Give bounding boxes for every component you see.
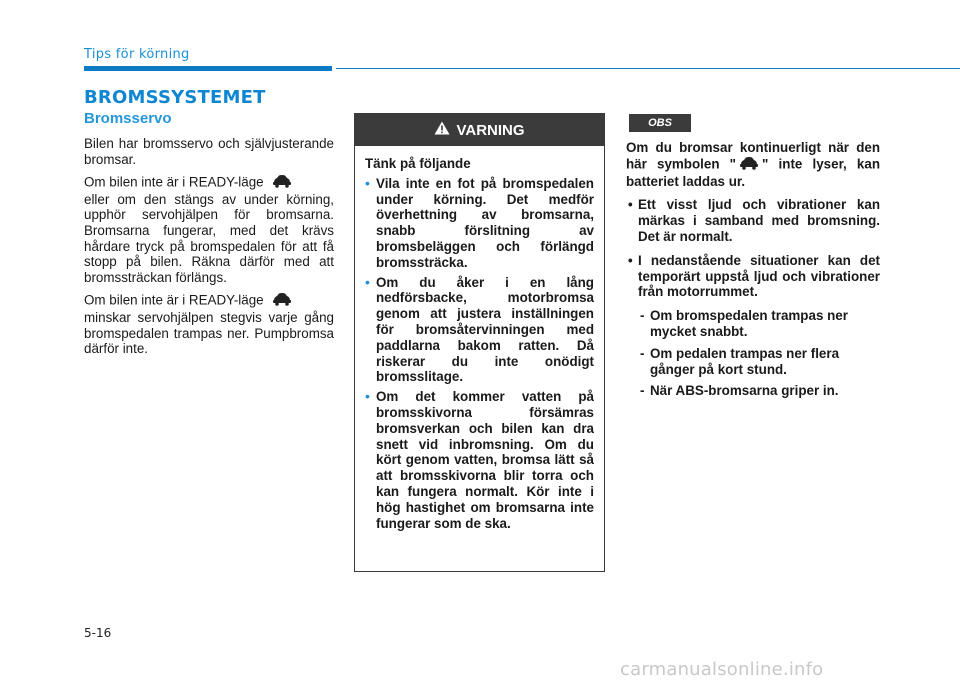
bullet-dot: • (628, 197, 633, 213)
warning-item (365, 275, 594, 386)
obs-badge: OBS (629, 114, 691, 132)
warning-item-text: Om det kommer vatten på bromsskivorna försämras bromsverkan och bilen kan dra snett vid inbromsning. Om du kört genom vatten, bromsa lätt så att bromsskivorna blir torra och kan fungera normalt. Kör inte i hög hastighet om bromsarna inte fungerar som de ska. (376, 389, 594, 531)
warning-item-text: Om du åker i en lång nedförsbacke, motorbromsa genom att justera inställningen för bromsåtervinningen med paddlarna bakom ratten. Då riskerar du inte onödigt bromsslitage. (376, 274, 594, 385)
warning-item (365, 389, 594, 531)
bullet-dot: • (365, 174, 370, 191)
obs-dash-item (640, 383, 880, 399)
watermark[interactable]: carmanualsonline.info (620, 659, 824, 680)
obs-bullet (626, 253, 880, 300)
car-ready-icon (271, 292, 293, 310)
warning-item (365, 176, 594, 271)
subheading-bromsservo: Bromsservo (84, 110, 172, 127)
obs-dash-item (640, 308, 880, 340)
warning-item-text: Vila inte en fot på bromspedalen under körning. Det medför överhettning av bromsarna, snabb förslitning av bromsbeläggen och förlängd bromssträcka. (376, 175, 594, 270)
warning-box (354, 113, 605, 572)
dash-char: - (640, 345, 645, 361)
header-rule-thin (336, 68, 960, 69)
dash-char: - (640, 308, 645, 324)
warning-header (355, 114, 604, 146)
obs-intro (626, 140, 880, 189)
page-title: BROMSSYSTEMET (84, 87, 266, 108)
obs-dash-text: Om bromspedalen trampas ner mycket snabbt. (650, 308, 848, 339)
obs-intro-before: Om du bromsar kontinuerligt när den här symbolen " (626, 140, 880, 172)
paragraph-ready-1-lead: Om bilen inte är i READY-läge (84, 174, 264, 190)
paragraph-ready-2-body: minskar servohjälpen stegvis varje gång bromspedalen trampas ner. Pumpbromsa därför inte. (84, 309, 334, 357)
warning-body (355, 146, 604, 531)
header-rule-thick (84, 66, 332, 71)
car-ready-icon (271, 174, 293, 192)
bullet-dot: • (365, 388, 370, 405)
obs-bullet-text: I nedanstående situationer kan det temporärt uppstå ljud och vibrationer från motorrummet. (638, 252, 880, 300)
obs-dash-item (640, 346, 880, 378)
obs-dash-text: När ABS-bromsarna griper in. (650, 383, 839, 399)
left-column (84, 110, 334, 364)
obs-bullet-text: Ett visst ljud och vibrationer kan märkas i samband med bromsning. Det är normalt. (638, 197, 880, 244)
section-header: Tips för körning (84, 47, 190, 62)
paragraph-intro: Bilen har bromsservo och självjusterande bromsar. (84, 136, 334, 167)
paragraph-ready-1 (84, 174, 334, 285)
paragraph-ready-2-lead: Om bilen inte är i READY-läge (84, 292, 264, 308)
bullet-dot: • (628, 252, 633, 268)
car-ready-icon (738, 156, 760, 174)
paragraph-ready-1-body: eller om den stängs av under körning, upphör servohjälpen för bromsarna. Bromsarna fungerar, med det krävs hårdare tryck på bromspedalen för att få stopp på bilen. Räkna därför med att bromssträckan förlängs. (84, 191, 334, 285)
obs-dash-text: Om pedalen trampas ner flera gånger på kort stund. (650, 345, 840, 377)
dash-char: - (640, 383, 645, 399)
page-number: 5-16 (84, 626, 112, 640)
right-column (626, 140, 880, 405)
obs-intro-after: " inte lyser, kan batteriet laddas ur. (626, 156, 880, 189)
bullet-dot: • (365, 273, 370, 290)
warning-triangle-icon (434, 121, 450, 139)
obs-bullet (626, 197, 880, 244)
paragraph-ready-2 (84, 292, 334, 356)
warning-intro: Tänk på följande (365, 156, 471, 171)
warning-label: VARNING (456, 121, 525, 139)
